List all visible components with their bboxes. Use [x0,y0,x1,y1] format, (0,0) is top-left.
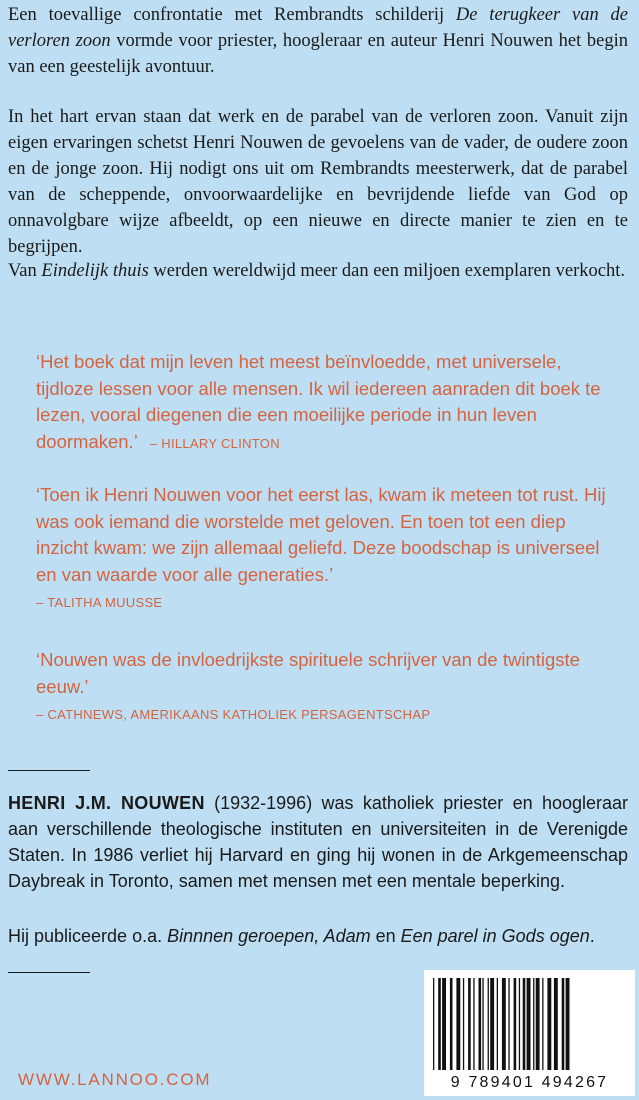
author-name: HENRI J.M. NOUWEN [8,793,205,813]
divider-bottom [8,972,90,973]
quote-2 [36,482,611,617]
publisher-url[interactable]: WWW.LANNOO.COM [18,1070,212,1089]
quote-attribution: – TALITHA MUUSSE [36,595,163,610]
divider-top [8,770,90,771]
painting-title: De terugkeer van de verloren zoon [8,5,628,51]
barcode [424,970,635,1096]
author-bio: HENRI J.M. NOUWEN (1932-1996) was katholiek priester en hoogleraar aan verschillende theologische instituten en universiteiten in de Verenigde Staten. In 1986 verliet hij Harvard en ging hij wonen in de Arkgemeenschap Daybreak in Toronto, samen met mensen met een mentale beperking. [8,793,629,891]
quote-attribution: – HILLARY CLINTON [149,435,280,451]
quote-text: ‘Nouwen was de invloedrijkste spirituele schrijver van de twintigste eeuw.’ [36,649,580,697]
quote-text: ‘Het boek dat mijn leven het meest beïnvloedde, met universele, tijdloze lessen voor alle mensen. Ik wil iedereen aanraden dit boek te lezen, vooral diegenen die een moeilijke periode in hun leven doormaken.’ [36,351,601,452]
quote-1 [36,349,611,457]
author-publications: Hij publiceerde o.a. Binnnen geroepen, Adam en Een parel in Gods ogen. [8,926,595,946]
quote-text: ‘Toen ik Henri Nouwen voor het eerst las, kwam ik meteen tot rust. Hij was ook iemand die worstelde met geloven. En toen tot een diep inzicht kwam: we zijn allemaal geliefd. Deze boodschap is universeel en van waarde voor alle generaties.’ [36,484,606,585]
barcode-number: 9 789401 494267 [450,1074,609,1091]
barcode-bars [431,978,628,1070]
intro-paragraph-1: Een toevallige confrontatie met Rembrandts schilderij De terugkeer van de verloren zoon vormde voor priester, hoogleraar en auteur Henri Nouwen het begin van een geestelijk avontuur. [8,5,628,77]
quote-attribution: – CATHNEWS, AMERIKAANS KATHOLIEK PERSAGENTSCHAP [36,707,431,722]
intro-paragraph-2: In het hart ervan staan dat werk en de parabel van de verloren zoon. Vanuit zijn eigen ervaringen schetst Henri Nouwen de gevoelens van de vader, de oudere zoon en de jonge zoon. Hij nodigt ons uit om Rembrandts meesterwerk, dat de parabel van de scheppende, onvoorwaardelijke en bevrijdende liefde van God op onnavolgbare wijze afbeeldt, op een nieuwe en directe manier te zien en te begrijpen. [8,107,628,257]
quote-3 [36,647,611,729]
intro-paragraph-3: Van Eindelijk thuis werden wereldwijd meer dan een miljoen exemplaren verkocht. [8,261,625,281]
book-title: Eindelijk thuis [41,261,149,281]
